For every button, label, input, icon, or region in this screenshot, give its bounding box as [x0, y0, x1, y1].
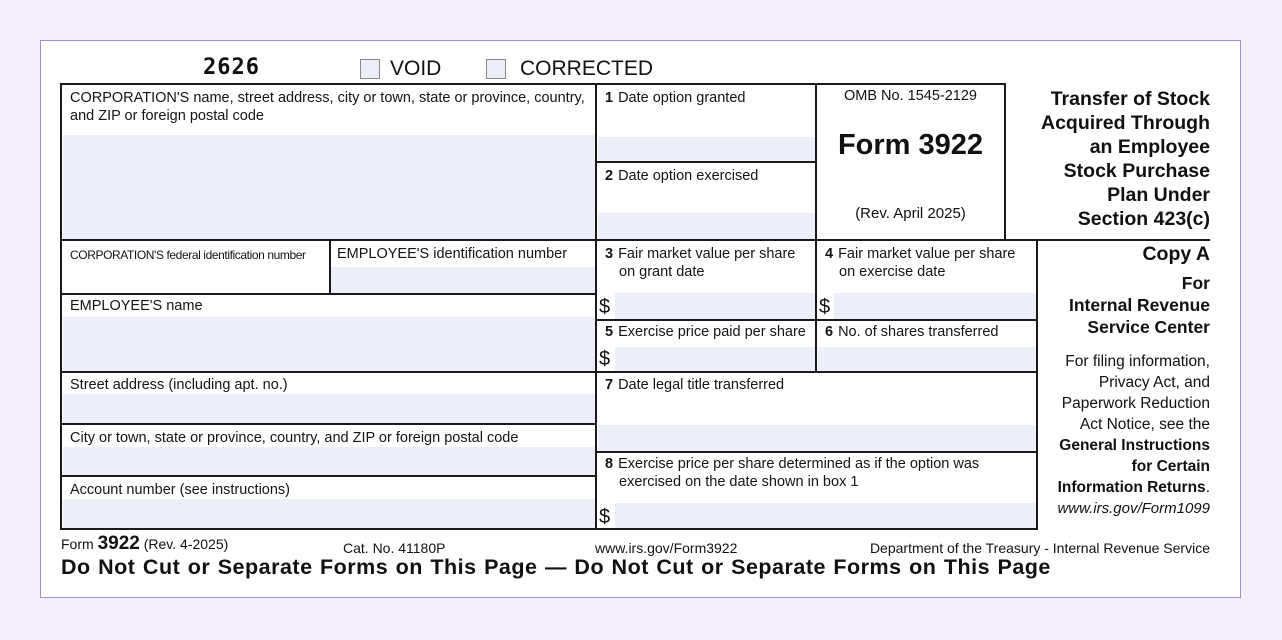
city-field[interactable] — [63, 447, 595, 475]
box2-label: 2 Date option exercised — [605, 168, 759, 184]
form-3922-sheet — [40, 40, 1241, 598]
corporation-name-field[interactable] — [63, 135, 595, 239]
grid-h-account — [60, 475, 597, 477]
box3-label: 3 Fair market value per share on grant date — [605, 246, 796, 280]
box1-field[interactable] — [598, 137, 815, 161]
box5-dollar: $ — [599, 348, 611, 370]
box6-field[interactable] — [818, 347, 1036, 371]
account-number-label: Account number (see instructions) — [70, 482, 291, 498]
copy-label: Copy A — [1142, 243, 1210, 265]
form1099-url[interactable]: www.irs.gov/Form1099 — [1057, 500, 1210, 517]
box1-label: 1 Date option granted — [605, 90, 746, 106]
employee-id-label: EMPLOYEE'S identification number — [337, 246, 568, 262]
street-address-field[interactable] — [63, 394, 595, 423]
form-title: Form 3922 — [837, 129, 984, 161]
employee-name-field[interactable] — [63, 317, 595, 371]
box3-dollar: $ — [599, 296, 611, 318]
grid-v-omb-right — [1004, 83, 1006, 240]
box4-label: 4 Fair market value per share on exercise date — [825, 246, 1016, 280]
footer-department: Department of the Treasury - Internal Revenue Service — [869, 540, 1210, 556]
box8-dollar: $ — [599, 506, 611, 528]
grid-h-city — [60, 423, 597, 425]
grid-h-box3-5 — [596, 319, 1037, 321]
employee-name-label: EMPLOYEE'S name — [70, 298, 203, 314]
city-label: City or town, state or province, country, and ZIP or foreign postal code — [70, 430, 519, 446]
grid-h-row-street — [60, 371, 1037, 373]
box4-dollar: $ — [819, 296, 831, 318]
box8-label: 8 Exercise price per share determined as if the option was exercised on the date shown in box 1 — [605, 456, 980, 490]
box8-field[interactable] — [615, 503, 1036, 528]
grid-v-fedid — [329, 239, 331, 294]
filing-information: For filing information, Privacy Act, and Paperwork Reduction Act Notice, see the General Instructions for Certain Information Returns. — [1057, 353, 1210, 496]
grid-h-box1-2 — [596, 161, 816, 163]
form-revision: (Rev. April 2025) — [855, 205, 966, 222]
footer-cat-no: Cat. No. 41180P — [343, 540, 446, 556]
void-label: VOID — [390, 57, 442, 80]
account-number-field[interactable] — [63, 499, 595, 528]
box2-field[interactable] — [598, 213, 815, 239]
footer-website[interactable]: www.irs.gov/Form3922 — [595, 540, 738, 556]
box6-label: 6 No. of shares transferred — [825, 324, 999, 340]
corrected-checkbox[interactable] — [486, 59, 506, 79]
grid-v-box3-4 — [815, 239, 817, 372]
box3-field[interactable] — [615, 293, 815, 319]
box5-field[interactable] — [615, 347, 815, 371]
form-code: 2626 — [203, 55, 260, 80]
do-not-cut-notice: Do Not Cut or Separate Forms on This Page — Do Not Cut or Separate Forms on This Page — [61, 555, 1051, 579]
grid-bottom — [60, 528, 1037, 530]
box7-label: 7 Date legal title transferred — [605, 377, 785, 393]
footer-form-id: Form 3922 (Rev. 4-2025) — [61, 533, 229, 554]
grid-top — [60, 83, 1006, 85]
grid-h-box7-8 — [596, 451, 1037, 453]
grid-v-main — [595, 83, 597, 529]
form-main-title: Transfer of Stock Acquired Through an Employee Stock Purchase Plan Under Section 423(c) — [1041, 88, 1210, 230]
box7-field[interactable] — [598, 425, 1036, 451]
omb-number: OMB No. 1545-2129 — [844, 88, 977, 104]
box4-field[interactable] — [834, 293, 1036, 319]
box5-label: 5 Exercise price paid per share — [605, 324, 806, 340]
void-checkbox[interactable] — [360, 59, 380, 79]
corp-fed-id-label: CORPORATION'S federal identification number — [70, 248, 306, 262]
grid-left — [60, 83, 62, 530]
copy-recipient: For Internal Revenue Service Center — [1068, 273, 1210, 337]
street-address-label: Street address (including apt. no.) — [70, 377, 288, 393]
corrected-label: CORRECTED — [520, 57, 654, 80]
grid-h-fedid-bottom — [60, 293, 597, 295]
corporation-name-label: CORPORATION'S name, street address, city or town, state or province, country, and ZIP or foreign postal code — [70, 90, 585, 124]
employee-id-field[interactable] — [331, 267, 595, 293]
